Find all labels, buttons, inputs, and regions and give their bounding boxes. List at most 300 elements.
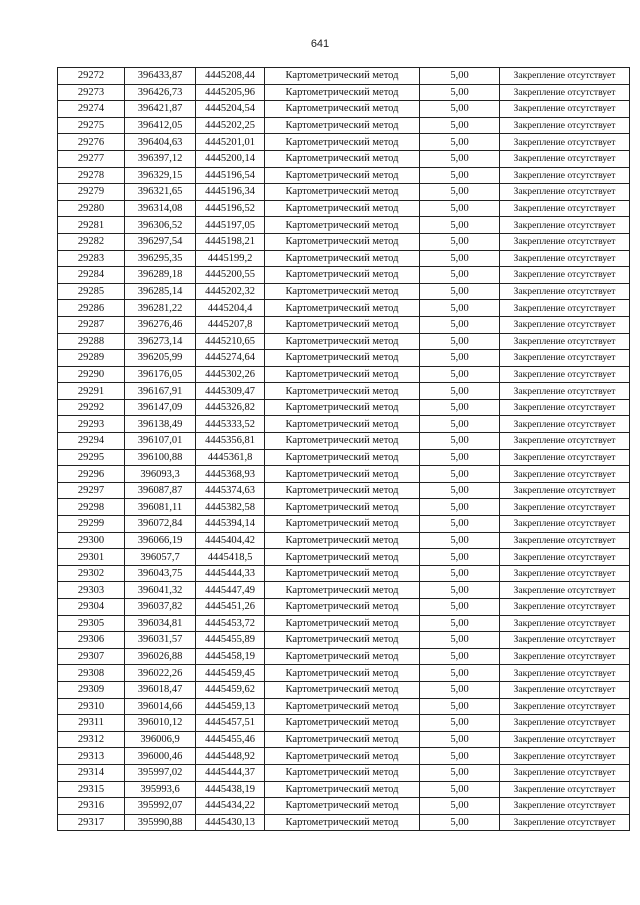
table-row <box>58 781 630 798</box>
x-coordinate-cell: 396295,35 <box>125 250 196 267</box>
x-coordinate-cell: 396022,26 <box>125 665 196 682</box>
table-row <box>58 681 630 698</box>
fixation-cell: Закрепление отсутствует <box>500 333 630 350</box>
precision-cell: 5,00 <box>420 532 500 549</box>
precision-cell: 5,00 <box>420 565 500 582</box>
point-number-cell: 29293 <box>58 416 125 433</box>
method-cell: Картометрический метод <box>265 648 420 665</box>
method-cell: Картометрический метод <box>265 150 420 167</box>
method-cell: Картометрический метод <box>265 316 420 333</box>
fixation-cell: Закрепление отсутствует <box>500 632 630 649</box>
y-coordinate-cell: 4445448,92 <box>196 748 265 765</box>
x-coordinate-cell: 396037,82 <box>125 599 196 616</box>
x-coordinate-cell: 396072,84 <box>125 516 196 533</box>
y-coordinate-cell: 4445457,51 <box>196 715 265 732</box>
fixation-cell: Закрепление отсутствует <box>500 101 630 118</box>
precision-cell: 5,00 <box>420 217 500 234</box>
precision-cell: 5,00 <box>420 648 500 665</box>
table-row <box>58 715 630 732</box>
x-coordinate-cell: 396000,46 <box>125 748 196 765</box>
point-number-cell: 29292 <box>58 399 125 416</box>
fixation-cell: Закрепление отсутствует <box>500 399 630 416</box>
x-coordinate-cell: 396306,52 <box>125 217 196 234</box>
y-coordinate-cell: 4445302,26 <box>196 366 265 383</box>
precision-cell: 5,00 <box>420 798 500 815</box>
y-coordinate-cell: 4445205,96 <box>196 84 265 101</box>
precision-cell: 5,00 <box>420 399 500 416</box>
point-number-cell: 29281 <box>58 217 125 234</box>
precision-cell: 5,00 <box>420 449 500 466</box>
y-coordinate-cell: 4445196,54 <box>196 167 265 184</box>
method-cell: Картометрический метод <box>265 117 420 134</box>
fixation-cell: Закрепление отсутствует <box>500 117 630 134</box>
method-cell: Картометрический метод <box>265 366 420 383</box>
fixation-cell: Закрепление отсутствует <box>500 582 630 599</box>
table-row <box>58 764 630 781</box>
fixation-cell: Закрепление отсутствует <box>500 267 630 284</box>
precision-cell: 5,00 <box>420 681 500 698</box>
method-cell: Картометрический метод <box>265 764 420 781</box>
method-cell: Картометрический метод <box>265 350 420 367</box>
x-coordinate-cell: 396087,87 <box>125 482 196 499</box>
y-coordinate-cell: 4445200,14 <box>196 150 265 167</box>
precision-cell: 5,00 <box>420 150 500 167</box>
table-row <box>58 532 630 549</box>
fixation-cell: Закрепление отсутствует <box>500 499 630 516</box>
point-number-cell: 29286 <box>58 300 125 317</box>
x-coordinate-cell: 395993,6 <box>125 781 196 798</box>
table-row <box>58 399 630 416</box>
method-cell: Картометрический метод <box>265 798 420 815</box>
method-cell: Картометрический метод <box>265 681 420 698</box>
method-cell: Картометрический метод <box>265 217 420 234</box>
point-number-cell: 29311 <box>58 715 125 732</box>
point-number-cell: 29314 <box>58 764 125 781</box>
method-cell: Картометрический метод <box>265 565 420 582</box>
point-number-cell: 29278 <box>58 167 125 184</box>
table-row <box>58 184 630 201</box>
y-coordinate-cell: 4445418,5 <box>196 549 265 566</box>
fixation-cell: Закрепление отсутствует <box>500 748 630 765</box>
table-row <box>58 482 630 499</box>
fixation-cell: Закрепление отсутствует <box>500 781 630 798</box>
fixation-cell: Закрепление отсутствует <box>500 466 630 483</box>
point-number-cell: 29313 <box>58 748 125 765</box>
table-row <box>58 433 630 450</box>
point-number-cell: 29284 <box>58 267 125 284</box>
fixation-cell: Закрепление отсутствует <box>500 764 630 781</box>
point-number-cell: 29273 <box>58 84 125 101</box>
method-cell: Картометрический метод <box>265 233 420 250</box>
precision-cell: 5,00 <box>420 250 500 267</box>
table-row <box>58 599 630 616</box>
coordinates-table-body <box>58 68 630 831</box>
y-coordinate-cell: 4445451,26 <box>196 599 265 616</box>
precision-cell: 5,00 <box>420 267 500 284</box>
precision-cell: 5,00 <box>420 632 500 649</box>
y-coordinate-cell: 4445202,25 <box>196 117 265 134</box>
precision-cell: 5,00 <box>420 283 500 300</box>
fixation-cell: Закрепление отсутствует <box>500 184 630 201</box>
y-coordinate-cell: 4445459,45 <box>196 665 265 682</box>
table-row <box>58 748 630 765</box>
point-number-cell: 29296 <box>58 466 125 483</box>
x-coordinate-cell: 395997,02 <box>125 764 196 781</box>
x-coordinate-cell: 396412,05 <box>125 117 196 134</box>
precision-cell: 5,00 <box>420 516 500 533</box>
y-coordinate-cell: 4445368,93 <box>196 466 265 483</box>
table-row <box>58 68 630 85</box>
x-coordinate-cell: 396433,87 <box>125 68 196 85</box>
y-coordinate-cell: 4445459,13 <box>196 698 265 715</box>
x-coordinate-cell: 396006,9 <box>125 731 196 748</box>
x-coordinate-cell: 396176,05 <box>125 366 196 383</box>
precision-cell: 5,00 <box>420 200 500 217</box>
x-coordinate-cell: 396205,99 <box>125 350 196 367</box>
fixation-cell: Закрепление отсутствует <box>500 565 630 582</box>
fixation-cell: Закрепление отсутствует <box>500 350 630 367</box>
fixation-cell: Закрепление отсутствует <box>500 200 630 217</box>
table-row <box>58 731 630 748</box>
precision-cell: 5,00 <box>420 665 500 682</box>
x-coordinate-cell: 396285,14 <box>125 283 196 300</box>
x-coordinate-cell: 396273,14 <box>125 333 196 350</box>
fixation-cell: Закрепление отсутствует <box>500 433 630 450</box>
table-row <box>58 632 630 649</box>
precision-cell: 5,00 <box>420 101 500 118</box>
method-cell: Картометрический метод <box>265 449 420 466</box>
y-coordinate-cell: 4445404,42 <box>196 532 265 549</box>
precision-cell: 5,00 <box>420 615 500 632</box>
method-cell: Картометрический метод <box>265 250 420 267</box>
point-number-cell: 29287 <box>58 316 125 333</box>
y-coordinate-cell: 4445199,2 <box>196 250 265 267</box>
precision-cell: 5,00 <box>420 366 500 383</box>
x-coordinate-cell: 396041,32 <box>125 582 196 599</box>
point-number-cell: 29301 <box>58 549 125 566</box>
point-number-cell: 29290 <box>58 366 125 383</box>
fixation-cell: Закрепление отсутствует <box>500 648 630 665</box>
precision-cell: 5,00 <box>420 599 500 616</box>
point-number-cell: 29276 <box>58 134 125 151</box>
point-number-cell: 29280 <box>58 200 125 217</box>
method-cell: Картометрический метод <box>265 416 420 433</box>
y-coordinate-cell: 4445208,44 <box>196 68 265 85</box>
x-coordinate-cell: 396314,08 <box>125 200 196 217</box>
point-number-cell: 29316 <box>58 798 125 815</box>
x-coordinate-cell: 396138,49 <box>125 416 196 433</box>
y-coordinate-cell: 4445430,13 <box>196 814 265 831</box>
precision-cell: 5,00 <box>420 233 500 250</box>
table-row <box>58 416 630 433</box>
precision-cell: 5,00 <box>420 184 500 201</box>
method-cell: Картометрический метод <box>265 433 420 450</box>
table-row <box>58 648 630 665</box>
fixation-cell: Закрепление отсутствует <box>500 366 630 383</box>
table-row <box>58 101 630 118</box>
y-coordinate-cell: 4445201,01 <box>196 134 265 151</box>
table-row <box>58 283 630 300</box>
x-coordinate-cell: 396010,12 <box>125 715 196 732</box>
table-row <box>58 167 630 184</box>
fixation-cell: Закрепление отсутствует <box>500 482 630 499</box>
fixation-cell: Закрепление отсутствует <box>500 283 630 300</box>
point-number-cell: 29300 <box>58 532 125 549</box>
method-cell: Картометрический метод <box>265 665 420 682</box>
precision-cell: 5,00 <box>420 416 500 433</box>
method-cell: Картометрический метод <box>265 84 420 101</box>
table-row <box>58 549 630 566</box>
point-number-cell: 29275 <box>58 117 125 134</box>
table-row <box>58 333 630 350</box>
table-row <box>58 516 630 533</box>
point-number-cell: 29308 <box>58 665 125 682</box>
point-number-cell: 29305 <box>58 615 125 632</box>
precision-cell: 5,00 <box>420 482 500 499</box>
x-coordinate-cell: 396100,88 <box>125 449 196 466</box>
x-coordinate-cell: 396057,7 <box>125 549 196 566</box>
method-cell: Картометрический метод <box>265 200 420 217</box>
x-coordinate-cell: 396421,87 <box>125 101 196 118</box>
table-row <box>58 117 630 134</box>
fixation-cell: Закрепление отсутствует <box>500 316 630 333</box>
x-coordinate-cell: 395992,07 <box>125 798 196 815</box>
point-number-cell: 29317 <box>58 814 125 831</box>
method-cell: Картометрический метод <box>265 748 420 765</box>
point-number-cell: 29303 <box>58 582 125 599</box>
x-coordinate-cell: 396426,73 <box>125 84 196 101</box>
method-cell: Картометрический метод <box>265 532 420 549</box>
y-coordinate-cell: 4445444,33 <box>196 565 265 582</box>
fixation-cell: Закрепление отсутствует <box>500 665 630 682</box>
fixation-cell: Закрепление отсутствует <box>500 250 630 267</box>
fixation-cell: Закрепление отсутствует <box>500 516 630 533</box>
precision-cell: 5,00 <box>420 748 500 765</box>
method-cell: Картометрический метод <box>265 482 420 499</box>
method-cell: Картометрический метод <box>265 781 420 798</box>
method-cell: Картометрический метод <box>265 715 420 732</box>
y-coordinate-cell: 4445455,89 <box>196 632 265 649</box>
table-row <box>58 217 630 234</box>
fixation-cell: Закрепление отсутствует <box>500 449 630 466</box>
y-coordinate-cell: 4445274,64 <box>196 350 265 367</box>
precision-cell: 5,00 <box>420 466 500 483</box>
y-coordinate-cell: 4445382,58 <box>196 499 265 516</box>
fixation-cell: Закрепление отсутствует <box>500 150 630 167</box>
fixation-cell: Закрепление отсутствует <box>500 167 630 184</box>
precision-cell: 5,00 <box>420 781 500 798</box>
x-coordinate-cell: 396043,75 <box>125 565 196 582</box>
method-cell: Картометрический метод <box>265 632 420 649</box>
x-coordinate-cell: 396034,81 <box>125 615 196 632</box>
method-cell: Картометрический метод <box>265 134 420 151</box>
y-coordinate-cell: 4445210,65 <box>196 333 265 350</box>
method-cell: Картометрический метод <box>265 466 420 483</box>
x-coordinate-cell: 396066,19 <box>125 532 196 549</box>
precision-cell: 5,00 <box>420 68 500 85</box>
fixation-cell: Закрепление отсутствует <box>500 300 630 317</box>
table-row <box>58 350 630 367</box>
point-number-cell: 29307 <box>58 648 125 665</box>
y-coordinate-cell: 4445204,4 <box>196 300 265 317</box>
precision-cell: 5,00 <box>420 698 500 715</box>
y-coordinate-cell: 4445447,49 <box>196 582 265 599</box>
point-number-cell: 29291 <box>58 383 125 400</box>
point-number-cell: 29310 <box>58 698 125 715</box>
precision-cell: 5,00 <box>420 582 500 599</box>
point-number-cell: 29295 <box>58 449 125 466</box>
x-coordinate-cell: 396031,57 <box>125 632 196 649</box>
table-row <box>58 698 630 715</box>
point-number-cell: 29285 <box>58 283 125 300</box>
x-coordinate-cell: 396297,54 <box>125 233 196 250</box>
method-cell: Картометрический метод <box>265 814 420 831</box>
precision-cell: 5,00 <box>420 549 500 566</box>
method-cell: Картометрический метод <box>265 383 420 400</box>
point-number-cell: 29272 <box>58 68 125 85</box>
x-coordinate-cell: 396081,11 <box>125 499 196 516</box>
x-coordinate-cell: 396018,47 <box>125 681 196 698</box>
point-number-cell: 29299 <box>58 516 125 533</box>
y-coordinate-cell: 4445356,81 <box>196 433 265 450</box>
point-number-cell: 29309 <box>58 681 125 698</box>
y-coordinate-cell: 4445444,37 <box>196 764 265 781</box>
x-coordinate-cell: 396289,18 <box>125 267 196 284</box>
method-cell: Картометрический метод <box>265 333 420 350</box>
fixation-cell: Закрепление отсутствует <box>500 814 630 831</box>
point-number-cell: 29277 <box>58 150 125 167</box>
table-row <box>58 665 630 682</box>
precision-cell: 5,00 <box>420 731 500 748</box>
method-cell: Картометрический метод <box>265 167 420 184</box>
method-cell: Картометрический метод <box>265 599 420 616</box>
precision-cell: 5,00 <box>420 499 500 516</box>
method-cell: Картометрический метод <box>265 300 420 317</box>
y-coordinate-cell: 4445394,14 <box>196 516 265 533</box>
x-coordinate-cell: 396329,15 <box>125 167 196 184</box>
table-row <box>58 582 630 599</box>
precision-cell: 5,00 <box>420 715 500 732</box>
point-number-cell: 29279 <box>58 184 125 201</box>
fixation-cell: Закрепление отсутствует <box>500 715 630 732</box>
fixation-cell: Закрепление отсутствует <box>500 84 630 101</box>
y-coordinate-cell: 4445326,82 <box>196 399 265 416</box>
y-coordinate-cell: 4445196,52 <box>196 200 265 217</box>
y-coordinate-cell: 4445374,63 <box>196 482 265 499</box>
table-row <box>58 134 630 151</box>
method-cell: Картометрический метод <box>265 731 420 748</box>
point-number-cell: 29283 <box>58 250 125 267</box>
precision-cell: 5,00 <box>420 383 500 400</box>
method-cell: Картометрический метод <box>265 184 420 201</box>
table-row <box>58 316 630 333</box>
precision-cell: 5,00 <box>420 350 500 367</box>
table-row <box>58 499 630 516</box>
fixation-cell: Закрепление отсутствует <box>500 532 630 549</box>
fixation-cell: Закрепление отсутствует <box>500 615 630 632</box>
table-row <box>58 383 630 400</box>
y-coordinate-cell: 4445200,55 <box>196 267 265 284</box>
precision-cell: 5,00 <box>420 316 500 333</box>
y-coordinate-cell: 4445453,72 <box>196 615 265 632</box>
fixation-cell: Закрепление отсутствует <box>500 798 630 815</box>
method-cell: Картометрический метод <box>265 698 420 715</box>
x-coordinate-cell: 396281,22 <box>125 300 196 317</box>
point-number-cell: 29289 <box>58 350 125 367</box>
fixation-cell: Закрепление отсутствует <box>500 233 630 250</box>
table-row <box>58 615 630 632</box>
x-coordinate-cell: 396107,01 <box>125 433 196 450</box>
fixation-cell: Закрепление отсутствует <box>500 731 630 748</box>
x-coordinate-cell: 396404,63 <box>125 134 196 151</box>
table-row <box>58 150 630 167</box>
fixation-cell: Закрепление отсутствует <box>500 383 630 400</box>
point-number-cell: 29274 <box>58 101 125 118</box>
point-number-cell: 29282 <box>58 233 125 250</box>
precision-cell: 5,00 <box>420 764 500 781</box>
fixation-cell: Закрепление отсутствует <box>500 68 630 85</box>
table-row <box>58 466 630 483</box>
y-coordinate-cell: 4445459,62 <box>196 681 265 698</box>
y-coordinate-cell: 4445455,46 <box>196 731 265 748</box>
precision-cell: 5,00 <box>420 333 500 350</box>
coordinates-table <box>57 67 630 831</box>
page-number: 641 <box>310 38 330 50</box>
y-coordinate-cell: 4445309,47 <box>196 383 265 400</box>
method-cell: Картометрический метод <box>265 267 420 284</box>
y-coordinate-cell: 4445458,19 <box>196 648 265 665</box>
fixation-cell: Закрепление отсутствует <box>500 134 630 151</box>
y-coordinate-cell: 4445333,52 <box>196 416 265 433</box>
point-number-cell: 29302 <box>58 565 125 582</box>
method-cell: Картометрический метод <box>265 516 420 533</box>
point-number-cell: 29312 <box>58 731 125 748</box>
x-coordinate-cell: 396147,09 <box>125 399 196 416</box>
y-coordinate-cell: 4445198,21 <box>196 233 265 250</box>
x-coordinate-cell: 396321,65 <box>125 184 196 201</box>
table-row <box>58 814 630 831</box>
method-cell: Картометрический метод <box>265 101 420 118</box>
method-cell: Картометрический метод <box>265 549 420 566</box>
table-row <box>58 449 630 466</box>
point-number-cell: 29294 <box>58 433 125 450</box>
table-row <box>58 300 630 317</box>
precision-cell: 5,00 <box>420 814 500 831</box>
point-number-cell: 29315 <box>58 781 125 798</box>
precision-cell: 5,00 <box>420 134 500 151</box>
y-coordinate-cell: 4445438,19 <box>196 781 265 798</box>
fixation-cell: Закрепление отсутствует <box>500 549 630 566</box>
table-row <box>58 798 630 815</box>
table-row <box>58 250 630 267</box>
x-coordinate-cell: 396167,91 <box>125 383 196 400</box>
y-coordinate-cell: 4445196,34 <box>196 184 265 201</box>
table-row <box>58 84 630 101</box>
method-cell: Картометрический метод <box>265 68 420 85</box>
method-cell: Картометрический метод <box>265 399 420 416</box>
precision-cell: 5,00 <box>420 433 500 450</box>
point-number-cell: 29298 <box>58 499 125 516</box>
y-coordinate-cell: 4445204,54 <box>196 101 265 118</box>
y-coordinate-cell: 4445207,8 <box>196 316 265 333</box>
y-coordinate-cell: 4445434,22 <box>196 798 265 815</box>
x-coordinate-cell: 396014,66 <box>125 698 196 715</box>
x-coordinate-cell: 396276,46 <box>125 316 196 333</box>
x-coordinate-cell: 396026,88 <box>125 648 196 665</box>
table-row <box>58 200 630 217</box>
y-coordinate-cell: 4445197,05 <box>196 217 265 234</box>
x-coordinate-cell: 395990,88 <box>125 814 196 831</box>
